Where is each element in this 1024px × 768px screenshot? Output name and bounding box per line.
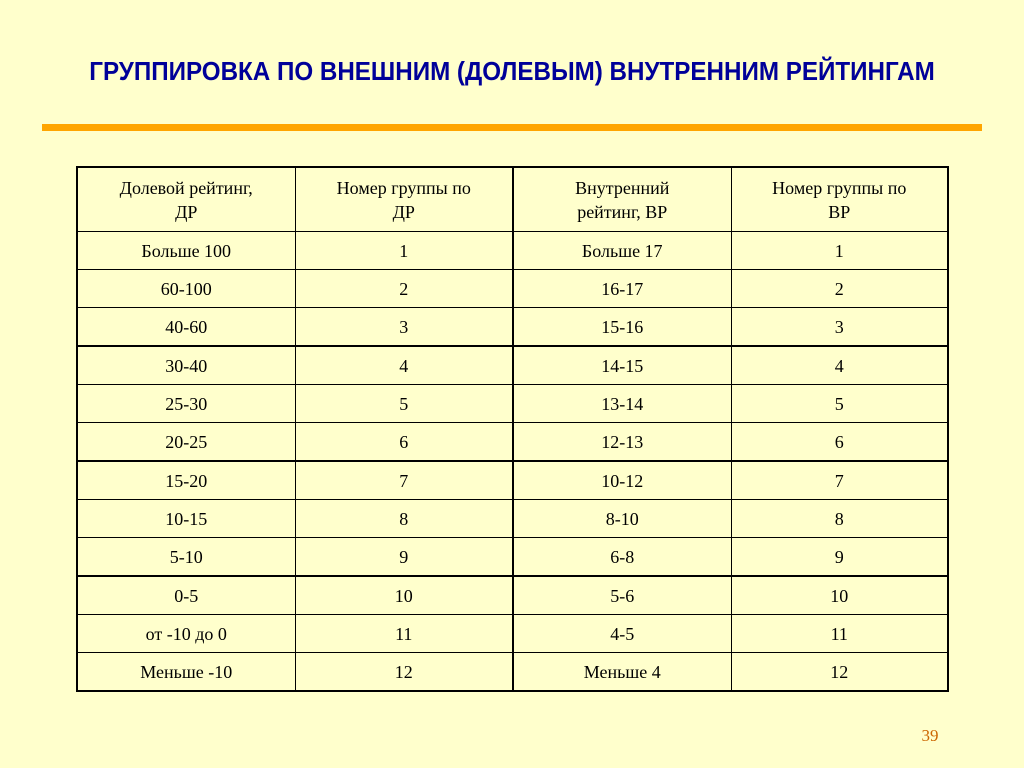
cell-share-group: 10	[295, 576, 513, 615]
title-divider	[42, 124, 982, 131]
cell-share-rating: Больше 100	[77, 232, 295, 270]
cell-internal-group: 4	[731, 346, 948, 385]
header-cell-internal-rating: Внутренний рейтинг, ВР	[513, 167, 731, 232]
cell-internal-rating: 12-13	[513, 423, 731, 462]
cell-internal-rating: Меньше 4	[513, 653, 731, 692]
cell-internal-group: 12	[731, 653, 948, 692]
table-row	[77, 385, 948, 423]
table-row	[77, 270, 948, 308]
cell-share-group: 8	[295, 500, 513, 538]
cell-internal-group: 5	[731, 385, 948, 423]
cell-share-rating: 20-25	[77, 423, 295, 462]
cell-internal-rating: 8-10	[513, 500, 731, 538]
slide-title: ГРУППИРОВКА ПО ВНЕШНИМ (ДОЛЕВЫМ) ВНУТРЕННИМ РЕЙТИНГАМ	[89, 56, 935, 86]
cell-internal-group: 11	[731, 615, 948, 653]
cell-internal-group: 1	[731, 232, 948, 270]
cell-internal-group: 8	[731, 500, 948, 538]
cell-internal-rating: 16-17	[513, 270, 731, 308]
cell-share-rating: 30-40	[77, 346, 295, 385]
cell-share-rating: 40-60	[77, 308, 295, 347]
table-row	[77, 423, 948, 462]
table-row	[77, 461, 948, 500]
cell-share-group: 12	[295, 653, 513, 692]
cell-share-rating: 15-20	[77, 461, 295, 500]
cell-internal-rating: 13-14	[513, 385, 731, 423]
cell-share-rating: 5-10	[77, 538, 295, 577]
table-row	[77, 346, 948, 385]
cell-share-group: 9	[295, 538, 513, 577]
cell-internal-rating: 5-6	[513, 576, 731, 615]
cell-internal-group: 9	[731, 538, 948, 577]
cell-internal-group: 2	[731, 270, 948, 308]
table-row	[77, 538, 948, 577]
cell-share-group: 3	[295, 308, 513, 347]
table-row	[77, 500, 948, 538]
cell-internal-rating: 6-8	[513, 538, 731, 577]
header-cell-share-rating: Долевой рейтинг, ДР	[77, 167, 295, 232]
table-row	[77, 653, 948, 692]
table-row	[77, 308, 948, 347]
table-row	[77, 615, 948, 653]
cell-share-rating: от -10 до 0	[77, 615, 295, 653]
cell-share-group: 5	[295, 385, 513, 423]
header-cell-internal-group: Номер группы по ВР	[731, 167, 948, 232]
cell-internal-group: 7	[731, 461, 948, 500]
cell-internal-group: 6	[731, 423, 948, 462]
table-header-row	[77, 167, 948, 232]
cell-share-group: 6	[295, 423, 513, 462]
cell-share-group: 1	[295, 232, 513, 270]
cell-share-group: 11	[295, 615, 513, 653]
cell-share-rating: 60-100	[77, 270, 295, 308]
cell-internal-rating: 4-5	[513, 615, 731, 653]
cell-share-group: 7	[295, 461, 513, 500]
table-row	[77, 576, 948, 615]
cell-share-group: 4	[295, 346, 513, 385]
cell-share-group: 2	[295, 270, 513, 308]
header-cell-share-group: Номер группы по ДР	[295, 167, 513, 232]
cell-internal-group: 10	[731, 576, 948, 615]
cell-internal-group: 3	[731, 308, 948, 347]
rating-groups-table	[76, 166, 949, 692]
table-row	[77, 232, 948, 270]
cell-internal-rating: 14-15	[513, 346, 731, 385]
cell-share-rating: 25-30	[77, 385, 295, 423]
cell-internal-rating: Больше 17	[513, 232, 731, 270]
cell-internal-rating: 15-16	[513, 308, 731, 347]
cell-share-rating: 10-15	[77, 500, 295, 538]
cell-share-rating: 0-5	[77, 576, 295, 615]
cell-internal-rating: 10-12	[513, 461, 731, 500]
cell-share-rating: Меньше -10	[77, 653, 295, 692]
page-number: 39	[921, 726, 939, 745]
